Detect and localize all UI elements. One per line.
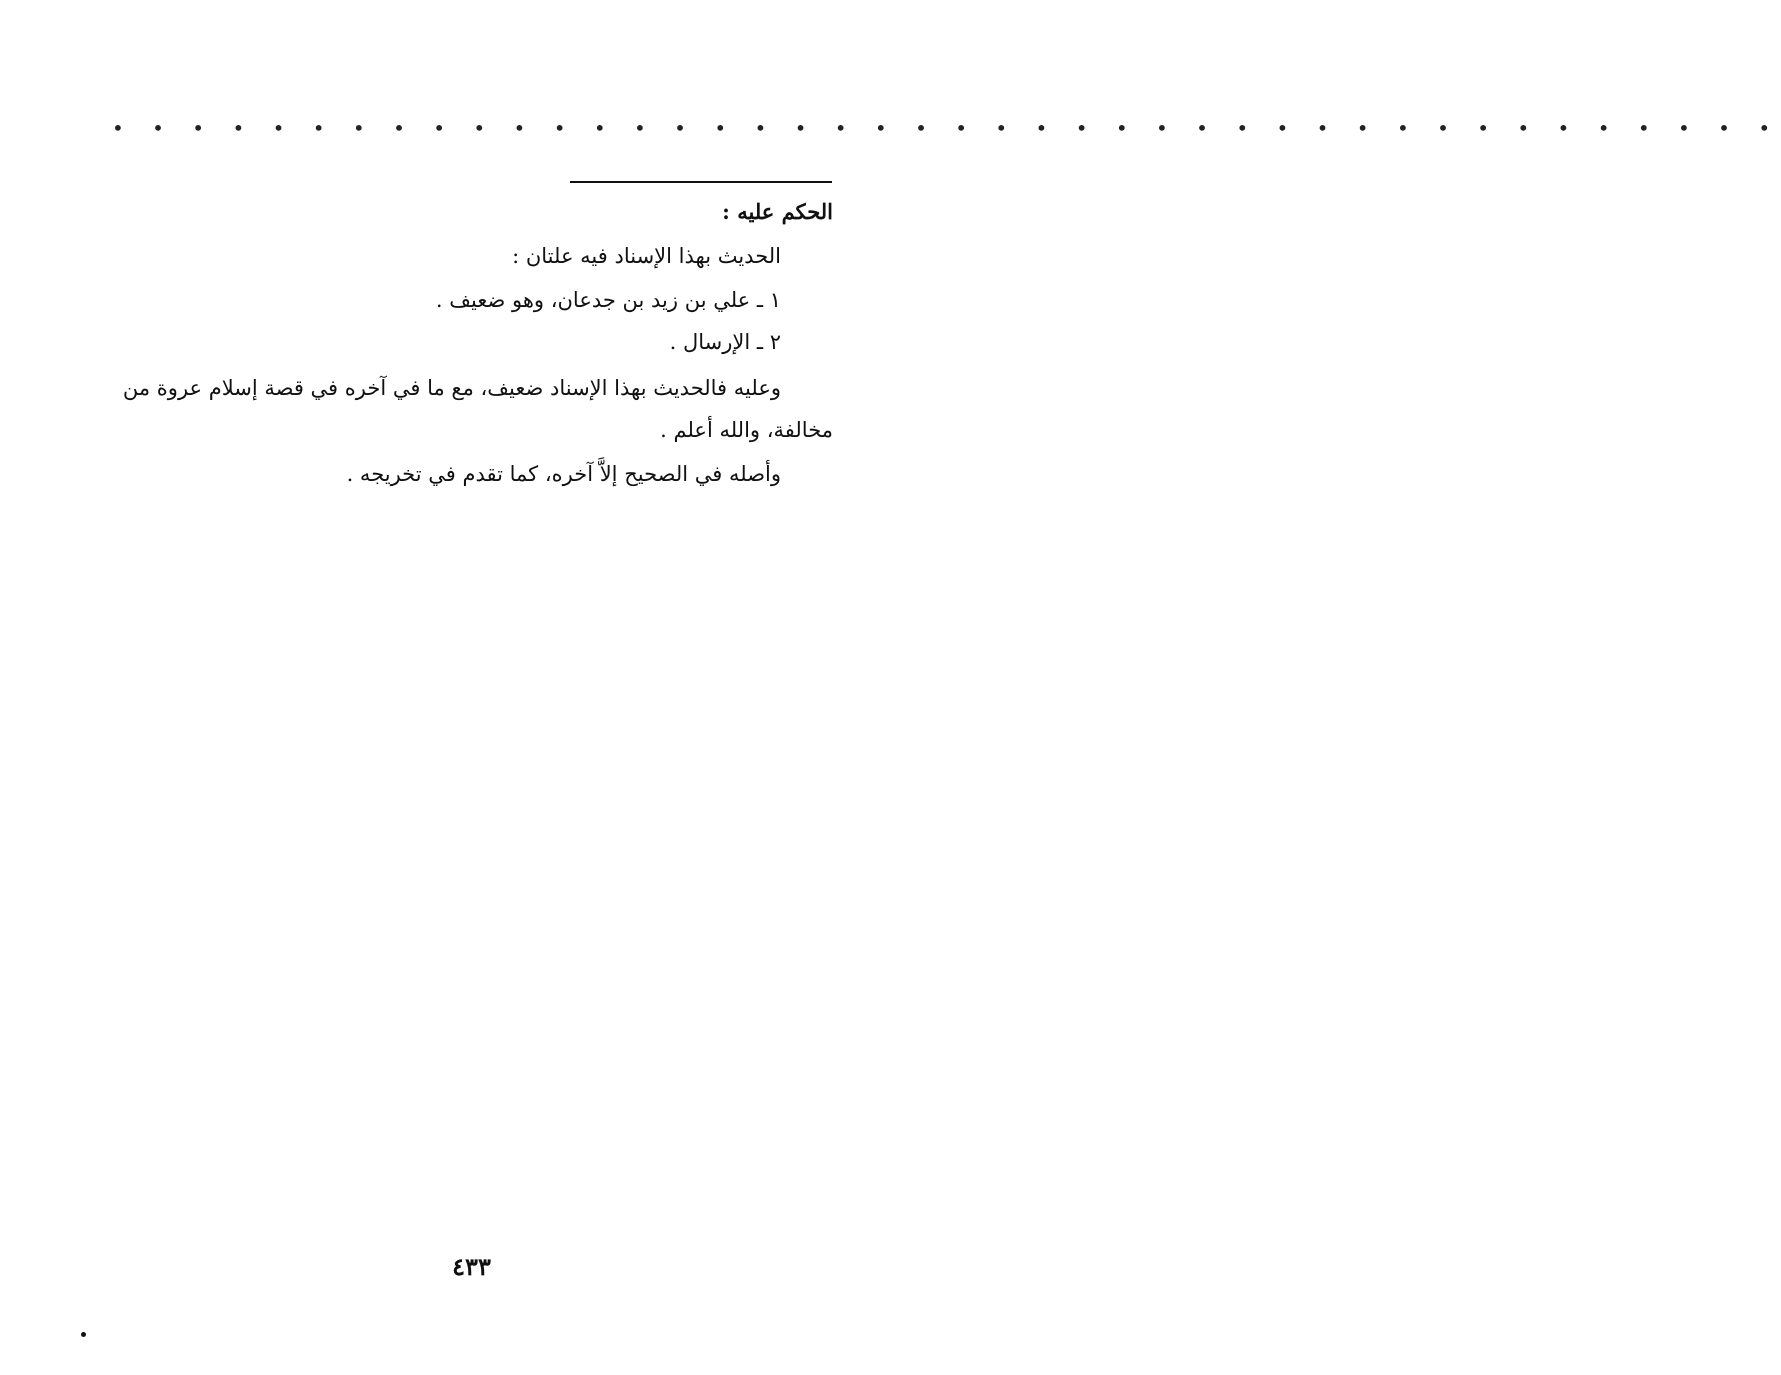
paragraph-origin: وأصله في الصحيح إلاَّ آخره، كما تقدم في تخريجه . bbox=[346, 462, 781, 486]
paragraph-conclusion-line-2: مخالفة، والله أعلم . bbox=[660, 418, 833, 442]
section-rule bbox=[570, 181, 832, 183]
dotted-separator: • • • • • • • • • • • • • • • • • • • • • • • • • • • • • • • • • • • • • • • • • • bbox=[112, 116, 1781, 140]
scan-speck bbox=[81, 1332, 86, 1337]
list-item-2: ٢ ـ الإرسال . bbox=[669, 330, 781, 354]
list-item-1: ١ ـ علي بن زيد بن جدعان، وهو ضعيف . bbox=[435, 288, 781, 312]
section-heading: الحكم عليه : bbox=[722, 199, 833, 224]
paragraph-intro: الحديث بهذا الإسناد فيه علتان : bbox=[512, 244, 781, 268]
paragraph-conclusion-line-1: وعليه فالحديث بهذا الإسناد ضعيف، مع ما في آخره في قصة إسلام عروة من bbox=[122, 376, 781, 400]
page-number: ٤٣٣ bbox=[452, 1252, 491, 1281]
